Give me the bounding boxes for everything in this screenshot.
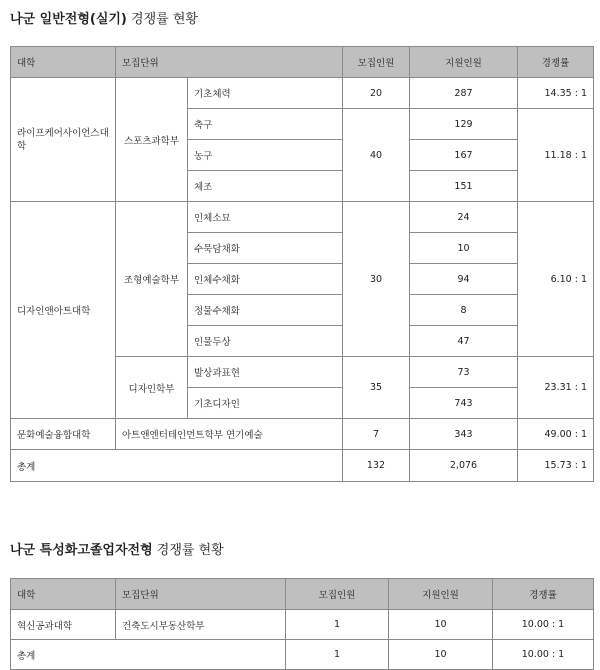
- total-row: [11, 450, 594, 482]
- major-cell: 기초체력: [188, 78, 343, 109]
- table-row: [11, 78, 594, 109]
- quota-cell: 40: [343, 109, 410, 202]
- major-cell: 인물두상: [188, 326, 343, 357]
- applicants-cell: 47: [410, 326, 518, 357]
- section2-title-rest: 경쟁률 현황: [152, 543, 224, 558]
- total-quota: 132: [343, 450, 410, 482]
- unit-cell: 스포츠과학부: [116, 78, 188, 202]
- section1-title-rest: 경쟁률 현황: [126, 12, 198, 27]
- ratio-cell: 6.10 : 1: [518, 202, 594, 357]
- header-row: [11, 579, 594, 610]
- total-label: 총계: [11, 450, 343, 482]
- total-ratio: 10.00 : 1: [493, 640, 594, 670]
- total-quota: 1: [286, 640, 389, 670]
- college-cell: 디자인앤아트대학: [11, 202, 116, 419]
- section2-title: [10, 539, 224, 558]
- total-row: [11, 640, 594, 670]
- total-ratio: 15.73 : 1: [518, 450, 594, 482]
- applicants-cell: 8: [410, 295, 518, 326]
- header-unit: 모집단위: [116, 579, 286, 610]
- applicants-cell: 167: [410, 140, 518, 171]
- college-cell: 혁신공과대학: [11, 610, 116, 640]
- table-row: [11, 419, 594, 450]
- major-cell: 기초디자인: [188, 388, 343, 419]
- ratio-cell: 14.35 : 1: [518, 78, 594, 109]
- major-cell: 축구: [188, 109, 343, 140]
- vocational-admission-table: [10, 578, 594, 670]
- quota-cell: 7: [343, 419, 410, 450]
- college-cell: 문화예술융합대학: [11, 419, 116, 450]
- major-cell: 인체소묘: [188, 202, 343, 233]
- quota-cell: 1: [286, 610, 389, 640]
- ratio-cell: 11.18 : 1: [518, 109, 594, 202]
- applicants-cell: 287: [410, 78, 518, 109]
- table-row: [11, 610, 594, 640]
- applicants-cell: 129: [410, 109, 518, 140]
- quota-cell: 35: [343, 357, 410, 419]
- major-cell: 정물수채화: [188, 295, 343, 326]
- applicants-cell: 10: [389, 610, 493, 640]
- applicants-cell: 73: [410, 357, 518, 388]
- applicants-cell: 94: [410, 264, 518, 295]
- header-unit: 모집단위: [116, 47, 343, 78]
- header-college: 대학: [11, 47, 116, 78]
- unit-cell: 조형예술학부: [116, 202, 188, 357]
- ratio-cell: 49.00 : 1: [518, 419, 594, 450]
- applicants-cell: 343: [410, 419, 518, 450]
- applicants-cell: 743: [410, 388, 518, 419]
- major-cell: 발상과표현: [188, 357, 343, 388]
- unit-cell: 디자인학부: [116, 357, 188, 419]
- section1-title: [10, 8, 198, 27]
- table-row: [11, 202, 594, 233]
- section2-title-bold: 나군 특성화고졸업자전형: [10, 543, 153, 558]
- unit-cell: 아트앤엔터테인먼트학부 연기예술: [116, 419, 343, 450]
- major-cell: 수묵담채화: [188, 233, 343, 264]
- section1-title-bold: 나군 일반전형(실기): [10, 12, 127, 27]
- header-quota: 모집인원: [343, 47, 410, 78]
- total-applicants: 2,076: [410, 450, 518, 482]
- header-applicants: 지원인원: [389, 579, 493, 610]
- header-ratio: 경쟁률: [493, 579, 594, 610]
- header-college: 대학: [11, 579, 116, 610]
- major-cell: 농구: [188, 140, 343, 171]
- applicants-cell: 10: [410, 233, 518, 264]
- unit-cell: 건축도시부동산학부: [116, 610, 286, 640]
- college-cell: 라이프케어사이언스대학: [11, 78, 116, 202]
- general-admission-table: [10, 46, 594, 482]
- quota-cell: 20: [343, 78, 410, 109]
- total-applicants: 10: [389, 640, 493, 670]
- header-row: [11, 47, 594, 78]
- ratio-cell: 23.31 : 1: [518, 357, 594, 419]
- major-cell: 인체수채화: [188, 264, 343, 295]
- applicants-cell: 24: [410, 202, 518, 233]
- header-applicants: 지원인원: [410, 47, 518, 78]
- quota-cell: 30: [343, 202, 410, 357]
- header-ratio: 경쟁률: [518, 47, 594, 78]
- major-cell: 체조: [188, 171, 343, 202]
- applicants-cell: 151: [410, 171, 518, 202]
- ratio-cell: 10.00 : 1: [493, 610, 594, 640]
- total-label: 총계: [11, 640, 286, 670]
- header-quota: 모집인원: [286, 579, 389, 610]
